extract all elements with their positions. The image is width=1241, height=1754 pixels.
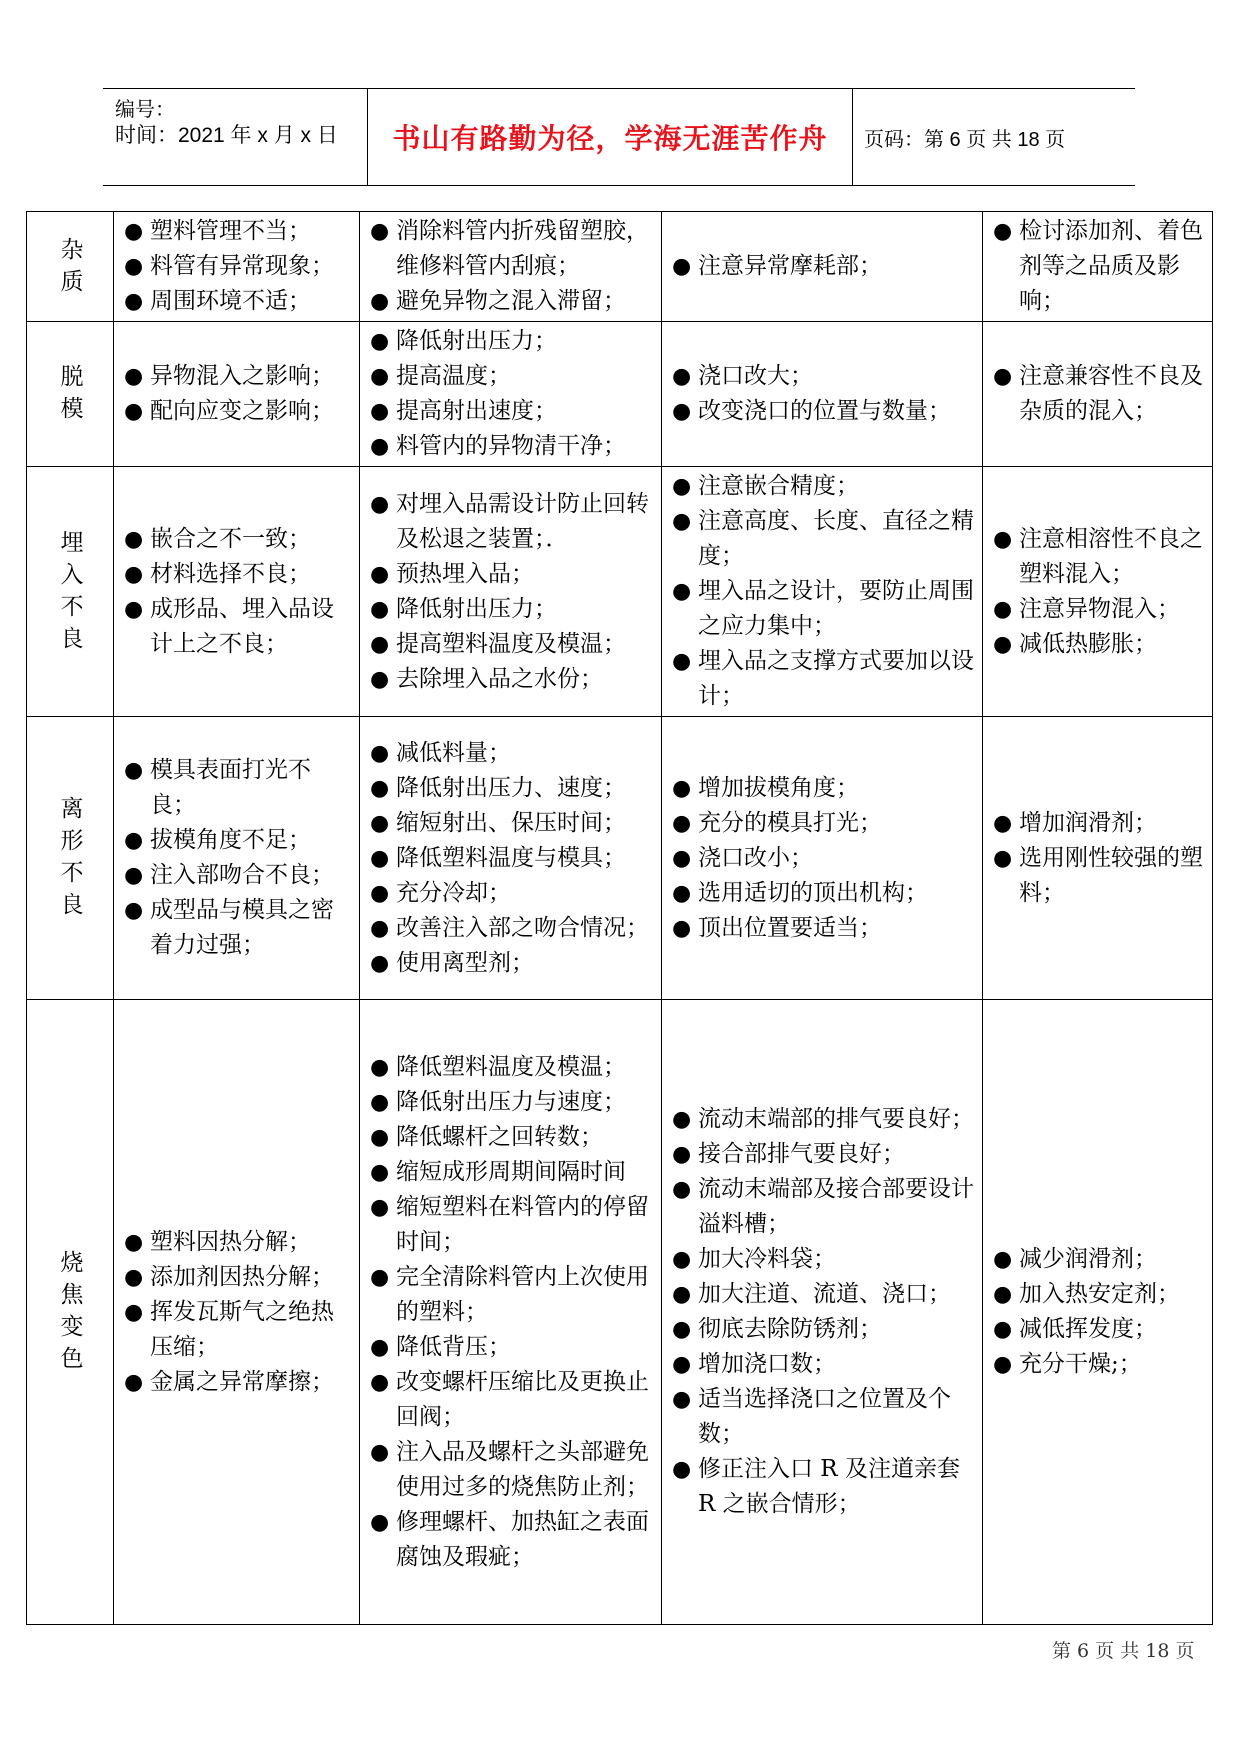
page-code: 页码：第 6 页 共 18 页 (864, 128, 1066, 151)
table-row (27, 467, 1213, 717)
list-item: ● 料管有异常现象； (124, 249, 353, 284)
list-item: ● 降低射出压力、速度； (370, 771, 655, 806)
list-item: ● 增加润滑剂； (993, 806, 1206, 841)
defect-name: 脱模 (60, 364, 84, 422)
list-item: ● 检讨添加剂、着色剂等之品质及影响； (993, 214, 1206, 319)
mold-cell (662, 467, 983, 717)
list-item: ● 注入部吻合不良； (124, 858, 353, 893)
molding-cell (360, 212, 662, 322)
causes-cell (114, 322, 360, 467)
list-item: ● 提高射出速度； (370, 394, 655, 429)
list-item: ● 埋入品之设计，要防止周围之应力集中； (672, 574, 976, 644)
header-meta-cell (103, 89, 367, 185)
defect-name-cell (27, 467, 114, 717)
molding-cell (360, 322, 662, 467)
list-item: ● 浇口改小； (672, 841, 976, 876)
list-item: ● 注意嵌合精度； (672, 469, 976, 504)
list-item: ● 充分冷却； (370, 876, 655, 911)
list-item: ● 埋入品之支撑方式要加以设计； (672, 644, 976, 714)
list-item: ● 降低螺杆之回转数； (370, 1120, 655, 1155)
defect-table (26, 211, 1213, 1625)
list-item: ● 嵌合之不一致； (124, 522, 353, 557)
list-item: ● 减少润滑剂； (993, 1242, 1206, 1277)
list-item: ● 注意高度、长度、直径之精度； (672, 504, 976, 574)
list-item: ● 成型品与模具之密着力过强； (124, 893, 353, 963)
molding-cell (360, 1000, 662, 1625)
list-item: ● 注意兼容性不良及杂质的混入； (993, 359, 1206, 429)
material-cell (983, 322, 1213, 467)
list-item: ● 浇口改大； (672, 359, 976, 394)
list-item: ● 降低塑料温度及模温； (370, 1050, 655, 1085)
list-item: ● 模具表面打光不良； (124, 753, 353, 823)
defect-name-cell (27, 1000, 114, 1625)
list-item: ● 拔模角度不足； (124, 823, 353, 858)
list-item: ● 料管内的异物清干净； (370, 429, 655, 464)
time-label: 时间：2021 年 x 月 x 日 (115, 124, 338, 147)
list-item: ● 流动末端部及接合部要设计溢料槽； (672, 1172, 976, 1242)
list-item: ● 缩短射出、保压时间； (370, 806, 655, 841)
list-item: ● 减低料量； (370, 736, 655, 771)
page-footer: 第 6 页 共 18 页 (1052, 1640, 1195, 1662)
list-item: ● 减低热膨胀； (993, 627, 1206, 662)
list-item: ● 提高温度； (370, 359, 655, 394)
table-row (27, 212, 1213, 322)
table-row (27, 1000, 1213, 1625)
list-item: ● 改善注入部之吻合情况； (370, 911, 655, 946)
list-item: ● 降低射出压力； (370, 324, 655, 359)
mold-cell (662, 322, 983, 467)
defect-name-cell (27, 717, 114, 1000)
list-item: ● 注意异物混入； (993, 592, 1206, 627)
causes-cell (114, 1000, 360, 1625)
list-item: ● 注入品及螺杆之头部避免使用过多的烧焦防止剂； (370, 1435, 655, 1505)
list-item: ● 充分干燥;； (993, 1347, 1206, 1382)
defect-name-cell (27, 212, 114, 322)
list-item: ● 挥发瓦斯气之绝热压缩； (124, 1295, 353, 1365)
defect-name: 烧焦变色 (60, 1250, 84, 1372)
list-item: ● 选用刚性较强的塑料； (993, 841, 1206, 911)
list-item: ● 加大冷料袋； (672, 1242, 976, 1277)
list-item: ● 增加浇口数； (672, 1347, 976, 1382)
header-page-cell (852, 89, 1135, 185)
list-item: ● 改变螺杆压缩比及更换止回阀； (370, 1365, 655, 1435)
list-item: ● 注意相溶性不良之塑料混入； (993, 522, 1206, 592)
list-item: ● 异物混入之影响； (124, 359, 353, 394)
page-header (103, 88, 1135, 186)
mold-cell (662, 717, 983, 1000)
material-cell (983, 467, 1213, 717)
motto-text: 书山有路勤为径，学海无涯苦作舟 (392, 122, 828, 155)
list-item: ● 去除埋入品之水份； (370, 662, 655, 697)
list-item: ● 降低塑料温度与模具； (370, 841, 655, 876)
list-item: ● 避免异物之混入滞留； (370, 284, 655, 319)
list-item: ● 周围环境不适； (124, 284, 353, 319)
list-item: ● 对埋入品需设计防止回转及松退之装置；． (370, 487, 655, 557)
list-item: ● 彻底去除防锈剂； (672, 1312, 976, 1347)
table-row (27, 717, 1213, 1000)
list-item: ● 顶出位置要适当； (672, 911, 976, 946)
list-item: ● 使用离型剂； (370, 946, 655, 981)
list-item: ● 减低挥发度； (993, 1312, 1206, 1347)
mold-cell (662, 1000, 983, 1625)
list-item: ● 降低射出压力与速度； (370, 1085, 655, 1120)
defect-name: 离形不良 (60, 796, 84, 918)
table-row (27, 322, 1213, 467)
molding-cell (360, 717, 662, 1000)
list-item: ● 添加剂因热分解； (124, 1260, 353, 1295)
list-item: ● 降低背压； (370, 1330, 655, 1365)
list-item: ● 缩短成形周期间隔时间 (370, 1155, 655, 1190)
list-item: ● 消除料管内折残留塑胶，维修料管内刮痕； (370, 214, 655, 284)
causes-cell (114, 717, 360, 1000)
causes-cell (114, 212, 360, 322)
causes-cell (114, 467, 360, 717)
material-cell (983, 1000, 1213, 1625)
list-item: ● 塑料因热分解； (124, 1225, 353, 1260)
list-item: ● 缩短塑料在料管内的停留时间； (370, 1190, 655, 1260)
material-cell (983, 212, 1213, 322)
list-item: ● 注意异常摩耗部； (672, 249, 976, 284)
list-item: ● 修正注入口 R 及注道亲套 R 之嵌合情形； (672, 1452, 976, 1522)
list-item: ● 材料选择不良； (124, 557, 353, 592)
list-item: ● 提高塑料温度及模温； (370, 627, 655, 662)
molding-cell (360, 467, 662, 717)
list-item: ● 选用适切的顶出机构； (672, 876, 976, 911)
list-item: ● 充分的模具打光； (672, 806, 976, 841)
defect-name: 埋入不良 (60, 529, 84, 652)
list-item: ● 预热埋入品； (370, 557, 655, 592)
list-item: ● 加入热安定剂； (993, 1277, 1206, 1312)
list-item: ● 加大注道、流道、浇口； (672, 1277, 976, 1312)
material-cell (983, 717, 1213, 1000)
list-item: ● 配向应变之影响； (124, 394, 353, 429)
mold-cell (662, 212, 983, 322)
defect-name-cell (27, 322, 114, 467)
list-item: ● 完全清除料管内上次使用的塑料； (370, 1260, 655, 1330)
defect-name: 杂质 (60, 236, 84, 295)
list-item: ● 成形品、埋入品设计上之不良； (124, 592, 353, 662)
serial-number-label: 编号： (115, 99, 175, 121)
list-item: ● 金属之异常摩擦； (124, 1365, 353, 1400)
header-motto-cell (367, 89, 853, 185)
list-item: ● 改变浇口的位置与数量； (672, 394, 976, 429)
list-item: ● 塑料管理不当； (124, 214, 353, 249)
list-item: ● 修理螺杆、加热缸之表面腐蚀及瑕疵； (370, 1505, 655, 1575)
list-item: ● 降低射出压力； (370, 592, 655, 627)
list-item: ● 适当选择浇口之位置及个数； (672, 1382, 976, 1452)
list-item: ● 接合部排气要良好； (672, 1137, 976, 1172)
list-item: ● 增加拔模角度； (672, 771, 976, 806)
list-item: ● 流动末端部的排气要良好； (672, 1102, 976, 1137)
